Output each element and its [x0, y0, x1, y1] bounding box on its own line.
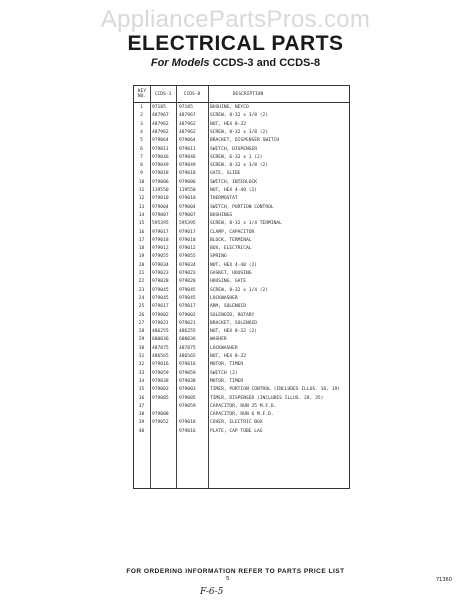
ccds3-cell: 979055	[152, 254, 169, 260]
ccds3-cell: 680036	[152, 337, 169, 343]
table-row	[134, 336, 349, 344]
ordering-note: FOR ORDERING INFORMATION REFER TO PARTS PRICE LIST	[126, 568, 345, 575]
description-cell: PLATE, CAP TUBE LAG	[210, 428, 263, 434]
table-row	[134, 129, 349, 137]
ccds8-cell: 979064	[179, 138, 196, 144]
description-cell: WASHER	[210, 337, 227, 343]
description-cell: ARM, SOLENOID	[210, 304, 246, 310]
parts-table	[133, 85, 350, 489]
table-row	[134, 403, 349, 411]
ccds8-cell: 979010	[179, 196, 196, 202]
description-cell: NUT, HEX 8-32	[210, 354, 246, 359]
key-cell: 10	[138, 179, 145, 185]
description-cell: SCREW, 8-32 x 3/8 (2)	[210, 163, 269, 169]
description-cell: NUT, HEX 8-32	[210, 121, 246, 127]
table-row	[134, 295, 349, 303]
table-row	[134, 137, 349, 145]
ccds8-cell: 979003	[179, 387, 196, 393]
ccds8-cell: 680036	[179, 337, 196, 343]
table-row	[134, 287, 349, 295]
table-row	[134, 312, 349, 320]
ccds3-cell: 979004	[152, 204, 169, 210]
table-row	[134, 104, 349, 112]
description-cell: NUT, HEX 4-40 (2)	[210, 188, 258, 193]
description-cell: SCREW, 6-32 x 1 (2)	[210, 154, 263, 160]
key-cell: 9	[140, 171, 143, 177]
ccds3-cell: 979052	[152, 420, 169, 426]
key-cell: 24	[138, 295, 145, 301]
ccds8-cell: 979059	[179, 403, 196, 409]
description-cell: SPRING	[210, 254, 227, 260]
description-cell: LOCKWASHER	[210, 345, 238, 351]
description-cell: BRACKET, SOLENOID	[210, 320, 258, 326]
subtitle-models: CCDS-3 and CCDS-8	[212, 57, 321, 69]
ccds3-cell: 979011	[152, 146, 169, 152]
ccds3-cell: 979045	[152, 287, 169, 293]
ccds8-cell: 487962	[179, 129, 196, 135]
key-cell: 29	[138, 337, 145, 343]
ccds3-cell: 979005	[152, 395, 169, 401]
subtitle-prefix: For Models	[150, 57, 210, 69]
ccds8-cell: 979012	[179, 246, 196, 252]
ccds3-cell: 97185	[152, 105, 166, 110]
description-cell: COVER, ELECTRIC BOX	[210, 420, 263, 426]
ccds3-cell: 979023	[152, 271, 169, 276]
table-row	[134, 270, 349, 278]
table-row	[134, 419, 349, 427]
key-cell: 6	[140, 146, 143, 152]
description-cell: SCREW, 8-32 x 3/8 (2)	[210, 113, 269, 119]
ccds8-cell: 979049	[179, 163, 196, 169]
table-row	[134, 121, 349, 129]
ccds8-cell: 979007	[179, 212, 196, 218]
table-row	[134, 320, 349, 328]
ccds8-cell: 979023	[179, 271, 196, 276]
table-row	[134, 195, 349, 203]
ccds3-cell: 979006	[152, 179, 169, 185]
ccds3-cell: 486255	[152, 329, 169, 335]
ccds8-cell: 595395	[179, 221, 196, 227]
key-cell: 5	[140, 138, 143, 144]
key-cell: 28	[138, 329, 145, 335]
ccds3-cell: 979012	[152, 246, 169, 252]
table-header	[134, 86, 349, 103]
ccds3-cell: 979064	[152, 138, 169, 144]
ccds3-cell: 979049	[152, 163, 169, 169]
ccds8-cell: 979021	[179, 320, 196, 326]
key-cell: 3	[140, 121, 143, 127]
ccds3-cell: 487967	[152, 113, 169, 119]
description-cell: HOUSING, GATE	[210, 279, 246, 285]
ccds3-cell: 979059	[152, 370, 169, 376]
ccds3-cell: 487875	[152, 345, 169, 351]
key-cell: 40	[138, 428, 145, 434]
table-row	[134, 395, 349, 403]
page-number: 5	[226, 576, 230, 582]
header-key: KEY NO.	[137, 89, 147, 99]
ccds3-cell: 979017	[152, 304, 169, 310]
ccds8-cell: 487967	[179, 113, 196, 119]
ccds8-cell: 979045	[179, 295, 196, 301]
table-row	[134, 162, 349, 170]
ccds3-cell: 979016	[152, 362, 169, 368]
description-cell: MOTOR, TIMER	[210, 362, 244, 368]
table-row	[134, 411, 349, 419]
ccds8-cell: 979016	[179, 428, 196, 434]
table-row	[134, 237, 349, 245]
ccds8-cell: 979045	[179, 287, 196, 293]
key-cell: 27	[138, 320, 145, 326]
ccds8-cell: 979046	[179, 154, 196, 160]
table-row	[134, 212, 349, 220]
ccds8-cell: 487962	[179, 121, 196, 127]
key-cell: 39	[138, 420, 145, 426]
description-cell: SWITCH, DISPENSER	[210, 146, 258, 152]
watermark: AppliancePartsPros.com	[100, 6, 371, 33]
description-cell: SOLENOID, ROTARY	[210, 312, 255, 318]
description-cell: LOCKWASHER	[210, 295, 238, 301]
table-row	[134, 204, 349, 212]
ccds8-cell: 979002	[179, 312, 196, 318]
ccds8-cell: 979028	[179, 279, 196, 285]
part-code: 71360	[436, 577, 452, 583]
ccds3-cell: 979046	[152, 154, 169, 160]
description-cell: BOX, ELECTRICAL	[210, 246, 252, 252]
key-cell: 21	[138, 271, 145, 276]
table-row	[134, 386, 349, 394]
table-row	[134, 345, 349, 353]
description-cell: CAPACITOR, RUN 6 M.F.D.	[210, 412, 274, 418]
key-cell: 13	[138, 204, 145, 210]
ccds3-cell: 979038	[152, 378, 169, 384]
key-cell: 7	[140, 154, 143, 160]
ccds3-cell: 487962	[152, 129, 169, 135]
ccds8-cell: 979017	[179, 304, 196, 310]
key-cell: 15	[138, 221, 145, 227]
ccds8-cell: 979005	[179, 395, 196, 401]
description-cell: MOTOR, TIMER	[210, 378, 244, 384]
ccds8-cell: 979018	[179, 171, 196, 177]
key-cell: 31	[138, 354, 145, 359]
ccds8-cell: 979011	[179, 146, 196, 152]
table-row	[134, 428, 349, 436]
ccds3-cell: 979017	[152, 229, 169, 235]
key-cell: 20	[138, 262, 145, 268]
ccds8-cell: 979016	[179, 362, 196, 368]
ccds3-cell: 979007	[152, 212, 169, 218]
table-row	[134, 187, 349, 195]
table-row	[134, 170, 349, 178]
table-row	[134, 146, 349, 154]
ccds3-cell: 979045	[152, 295, 169, 301]
ccds3-cell: 979021	[152, 320, 169, 326]
ccds8-cell: 979004	[179, 204, 196, 210]
key-cell: 19	[138, 254, 145, 260]
key-cell: 12	[138, 196, 145, 202]
table-row	[134, 262, 349, 270]
ccds3-cell: 979010	[152, 196, 169, 202]
ccds3-cell: 486565	[152, 354, 169, 359]
ccds3-cell: 119550	[152, 188, 169, 193]
description-cell: CLAMP, CAPACITOR	[210, 229, 255, 235]
table-row	[134, 328, 349, 336]
key-cell: 16	[138, 229, 145, 235]
key-cell: 38	[138, 412, 145, 418]
ccds8-cell: 97185	[179, 105, 193, 110]
table-row	[134, 229, 349, 237]
description-cell: NUT, HEX 8-32 (2)	[210, 329, 258, 335]
page-subtitle	[0, 57, 471, 69]
header-description: DESCRIPTION	[232, 91, 264, 97]
ccds3-cell: 979018	[152, 171, 169, 177]
description-cell: SWITCH, PORTION CONTROL	[210, 204, 274, 210]
ccds3-cell: 979008	[152, 412, 169, 418]
ccds8-cell: 979018	[179, 237, 196, 243]
ccds8-cell: 119550	[179, 188, 196, 193]
description-cell: SWITCH, INTERLOCK	[210, 179, 258, 185]
key-cell: 14	[138, 212, 145, 218]
ccds3-cell: 979002	[152, 312, 169, 318]
table-row	[134, 220, 349, 228]
ccds8-cell: 979038	[179, 378, 196, 384]
description-cell: TIMER, DISPENSER (INCLUDES ILLUS. 28, 35)	[210, 395, 324, 401]
key-cell: 36	[138, 395, 145, 401]
description-cell: CAPACITOR, RUN 25 M.F.D.	[210, 403, 277, 409]
key-cell: 33	[138, 370, 145, 376]
key-cell: 4	[140, 129, 143, 135]
description-cell: SWITCH (2)	[210, 370, 238, 376]
description-cell: THERMOSTAT	[210, 196, 238, 202]
description-cell: BUSHINGS	[210, 212, 233, 218]
table-row	[134, 361, 349, 369]
key-cell: 17	[138, 237, 145, 243]
handwritten-mark: F-6-5	[200, 587, 224, 597]
key-cell: 35	[138, 387, 145, 393]
ccds8-cell: 979055	[179, 254, 196, 260]
key-cell: 1	[140, 105, 143, 110]
ccds3-cell: 595395	[152, 221, 169, 227]
table-row	[134, 245, 349, 253]
header-ccds8: CCDS-8	[183, 91, 201, 97]
table-row	[134, 353, 349, 361]
key-cell: 11	[138, 188, 145, 193]
key-cell: 8	[140, 163, 143, 169]
description-cell: SCREW, 8-32 x 1/4 TERMINAL	[210, 221, 282, 227]
table-row	[134, 303, 349, 311]
ccds3-cell: 979028	[152, 279, 169, 285]
description-cell: SCREW, 8-32 x 3/8 (2)	[210, 129, 269, 135]
key-cell: 18	[138, 246, 145, 252]
description-cell: NUT, HEX 4-40 (2)	[210, 262, 258, 268]
description-cell: GATE, SLIDE	[210, 171, 241, 177]
key-cell: 30	[138, 345, 145, 351]
key-cell: 34	[138, 378, 145, 384]
ccds8-cell: 979034	[179, 262, 196, 268]
table-row	[134, 179, 349, 187]
table-row	[134, 253, 349, 261]
key-cell: 25	[138, 304, 145, 310]
ccds3-cell: 979003	[152, 387, 169, 393]
description-cell: BRACKET, DISPENSER SWITCH	[210, 138, 280, 144]
ccds8-cell: 486565	[179, 354, 196, 359]
table-row	[134, 278, 349, 286]
ccds8-cell: 486255	[179, 329, 196, 335]
table-row	[134, 154, 349, 162]
table-row	[134, 370, 349, 378]
table-row	[134, 378, 349, 386]
key-cell: 32	[138, 362, 145, 368]
page-title: ELECTRICAL PARTS	[127, 32, 344, 55]
ccds3-cell: 979034	[152, 262, 169, 268]
header-ccds3: CCDS-3	[154, 91, 172, 97]
key-cell: 26	[138, 312, 145, 318]
ccds8-cell: 979018	[179, 420, 196, 426]
ccds8-cell: 487875	[179, 345, 196, 351]
key-cell: 37	[138, 403, 145, 409]
ccds3-cell: 979018	[152, 237, 169, 243]
key-cell: 2	[140, 113, 143, 119]
table-row	[134, 112, 349, 120]
description-cell: GASKET, HOUSING	[210, 271, 252, 276]
description-cell: BLOCK, TERMINAL	[210, 237, 252, 243]
description-cell: BUSHING, NEYCO	[210, 105, 249, 110]
key-cell: 23	[138, 287, 145, 293]
ccds8-cell: 979059	[179, 370, 196, 376]
key-cell: 22	[138, 279, 145, 285]
ccds3-cell: 487962	[152, 121, 169, 127]
description-cell: TIMER, PORTION CONTROL (INCLUDES ILLUS. 16, 19)	[210, 387, 340, 393]
ccds8-cell: 979006	[179, 179, 196, 185]
ccds8-cell: 979017	[179, 229, 196, 235]
description-cell: SCREW, 8-32 x 1/4 (2)	[210, 287, 269, 293]
